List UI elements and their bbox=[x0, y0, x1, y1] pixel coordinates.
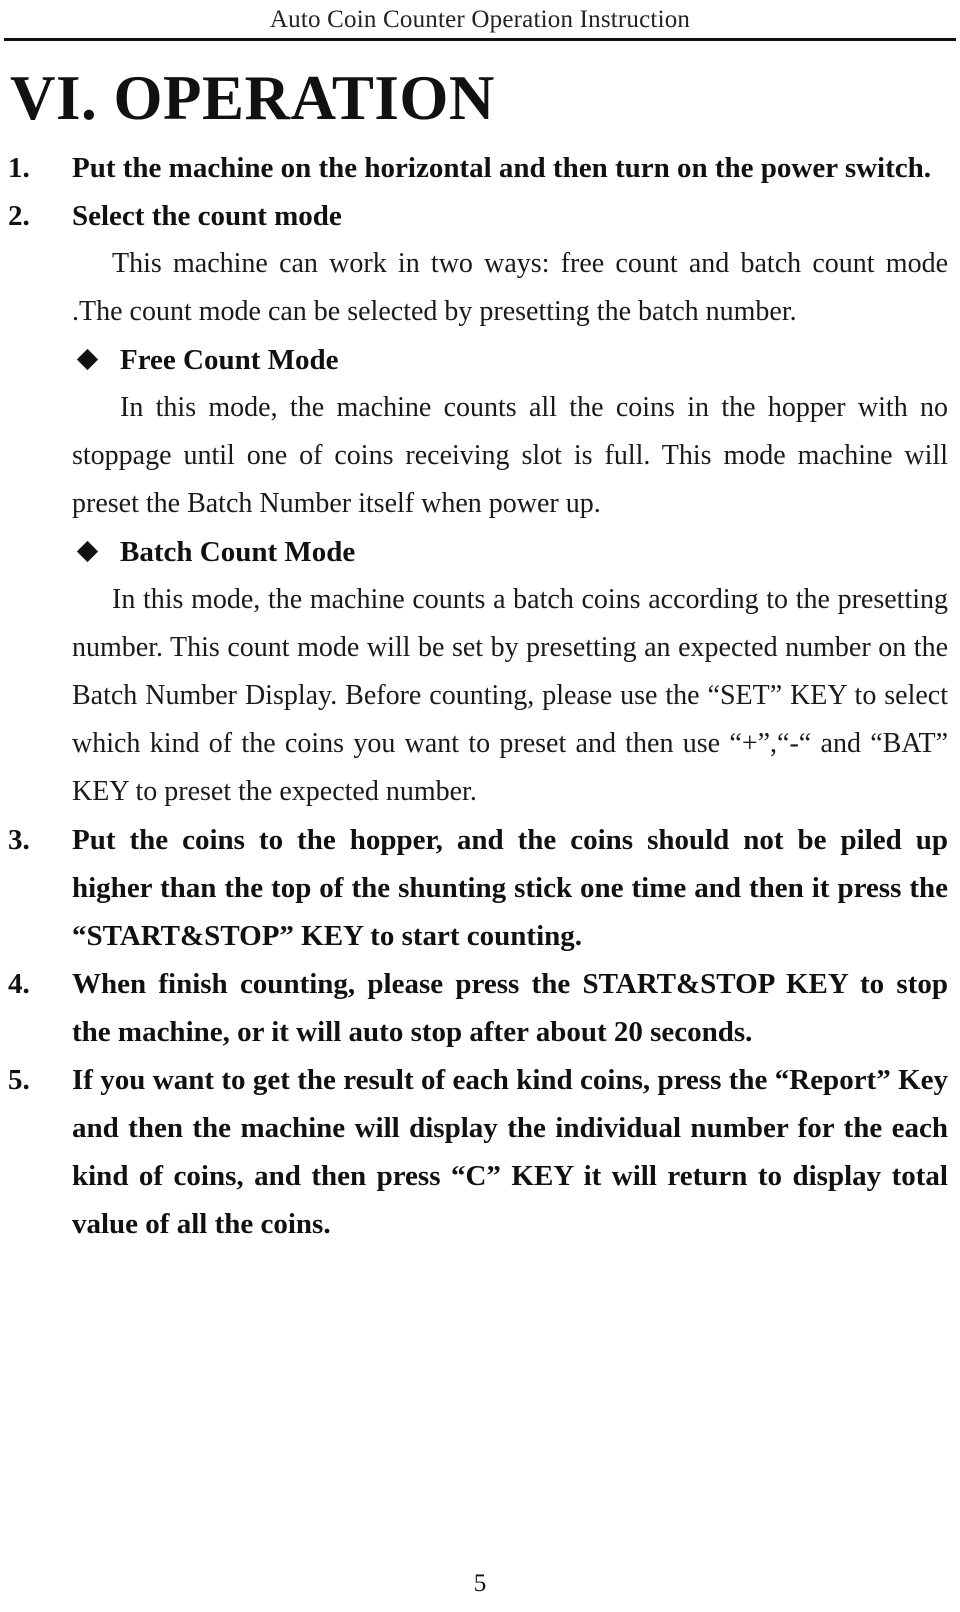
diamond-bullet-icon bbox=[77, 541, 98, 562]
step-4 bbox=[0, 960, 960, 1056]
step-5 bbox=[0, 1056, 960, 1248]
count-mode-intro: This machine can work in two ways: free count and batch count mode .The count mode can be selected by presetting the batch number. bbox=[72, 248, 948, 327]
step-number: 4. bbox=[8, 968, 30, 1000]
step-1 bbox=[0, 144, 960, 192]
chapter-title: VI. OPERATION bbox=[10, 63, 495, 133]
step-text: When finish counting, please press the START&STOP KEY to stop the machine, or it will auto stop after about 20 seconds. bbox=[72, 968, 948, 1048]
step-number: 2. bbox=[8, 200, 30, 232]
step-number: 1. bbox=[8, 152, 30, 184]
step-2 bbox=[0, 192, 960, 240]
page-number: 5 bbox=[473, 1570, 487, 1597]
step-number: 3. bbox=[8, 824, 30, 856]
operation-steps bbox=[0, 144, 960, 1248]
running-header: Auto Coin Counter Operation Instruction bbox=[269, 6, 691, 33]
free-count-mode-heading bbox=[0, 336, 960, 384]
step-text: Put the coins to the hopper, and the coins should not be piled up higher than the top of the shunting stick one time and then it press the “START&STOP” KEY to start counting. bbox=[72, 824, 948, 952]
step-text: If you want to get the result of each kind coins, press the “Report” Key and then the machine will display the individual number for the each kind of coins, and then press “C” KEY it will return to display total value of all the coins. bbox=[72, 1064, 948, 1240]
header-rule bbox=[4, 38, 956, 41]
step-text: Put the machine on the horizontal and then turn on the power switch. bbox=[72, 152, 932, 184]
free-count-mode-text: In this mode, the machine counts all the coins in the hopper with no stoppage until one of coins receiving slot is full. This mode machine will preset the Batch Number itself when power up. bbox=[72, 392, 948, 519]
step-text: Select the count mode bbox=[72, 200, 342, 232]
batch-count-mode-text: In this mode, the machine counts a batch coins according to the presetting number. This count mode will be set by presetting an expected number on the Batch Number Display. Before counting, please use the “SET” KEY to select which kind of the coins you want to preset and then use “+”,“-“ and “BAT” KEY to preset the expected number. bbox=[72, 584, 948, 807]
diamond-bullet-icon bbox=[77, 349, 98, 370]
step-number: 5. bbox=[8, 1064, 30, 1096]
mode-heading-text: Free Count Mode bbox=[120, 344, 339, 376]
mode-heading-text: Batch Count Mode bbox=[120, 536, 356, 568]
batch-count-mode-heading bbox=[0, 528, 960, 576]
step-3 bbox=[0, 816, 960, 960]
